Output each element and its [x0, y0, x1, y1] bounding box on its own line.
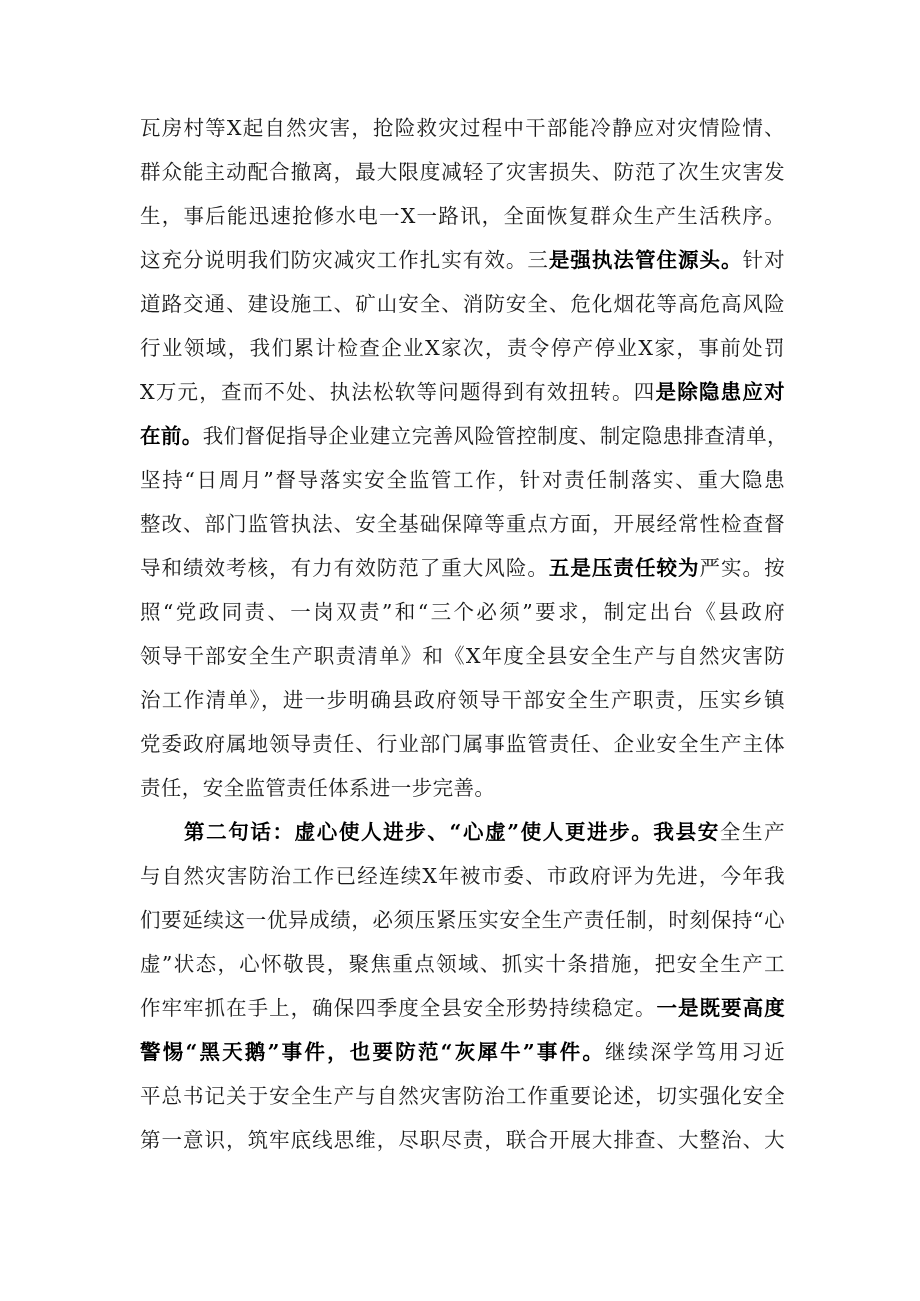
text-line: 在前。我们督促指导企业建立完善风险管控制度、制定隐患排查清单，: [140, 424, 788, 448]
text-line: 警惕“黑天鹅”事件，也要防范“灰犀牛”事件。继续深学笃用习近: [140, 1040, 785, 1064]
text-line: 第一意识，筑牢底线思维，尽职尽责，联合开展大排查、大整治、大: [140, 1128, 785, 1152]
text-line: 瓦房村等X起自然灾害，抢险救灾过程中干部能冷静应对灾情险情、: [140, 116, 785, 140]
text-line: 责任，安全监管责任体系进一步完善。: [140, 776, 496, 800]
text-line: X万元，查而不处、执法松软等问题得到有效扭转。四是除隐患应对: [140, 380, 785, 404]
text-line: 群众能主动配合撤离，最大限度减轻了灾害损失、防范了次生灾害发: [140, 160, 785, 184]
text-line: 党委政府属地领导责任、行业部门属事监管责任、企业安全生产主体: [140, 732, 785, 756]
text-line: 生，事后能迅速抢修水电一X一路讯，全面恢复群众生产生活秩序。: [140, 204, 785, 228]
text-line: 行业领域，我们累计检查企业X家次，责令停产停业X家，事前处罚: [140, 336, 785, 360]
text-line: 道路交通、建设施工、矿山安全、消防安全、危化烟花等高危高风险: [140, 292, 785, 316]
text-line: 虚”状态，心怀敬畏，聚焦重点领域、抓实十条措施，把安全生产工: [140, 952, 785, 976]
text-line: 治工作清单》，进一步明确县政府领导干部安全生产职责，压实乡镇: [140, 688, 785, 712]
text-line: 作牢牢抓在手上，确保四季度全县安全形势持续稳定。一是既要高度: [140, 996, 785, 1020]
text-line: 第二句话：虚心使人进步、“心虚”使人更进步。我县安全生产: [184, 820, 785, 844]
text-line: 这充分说明我们防灾减灾工作扎实有效。三是强执法管住源头。针对: [140, 248, 785, 272]
text-line: 们要延续这一优异成绩，必须压紧压实安全生产责任制，时刻保持“心: [140, 908, 785, 932]
text-line: 领导干部安全生产职责清单》和《X年度全县安全生产与自然灾害防: [140, 644, 785, 668]
text-line: 平总书记关于安全生产与自然灾害防治工作重要论述，切实强化安全: [140, 1084, 785, 1108]
text-line: 导和绩效考核，有力有效防范了重大风险。五是压责任较为严实。按: [140, 556, 785, 580]
text-line: 坚持“日周月”督导落实安全监管工作，针对责任制落实、重大隐患: [140, 468, 785, 492]
text-line: 与自然灾害防治工作已经连续X年被市委、市政府评为先进，今年我: [140, 864, 785, 888]
text-line: 整改、部门监管执法、安全基础保障等重点方面，开展经常性检查督: [140, 512, 785, 536]
text-line: 照“党政同责、一岗双责”和“三个必须”要求，制定出台《县政府: [140, 600, 785, 624]
